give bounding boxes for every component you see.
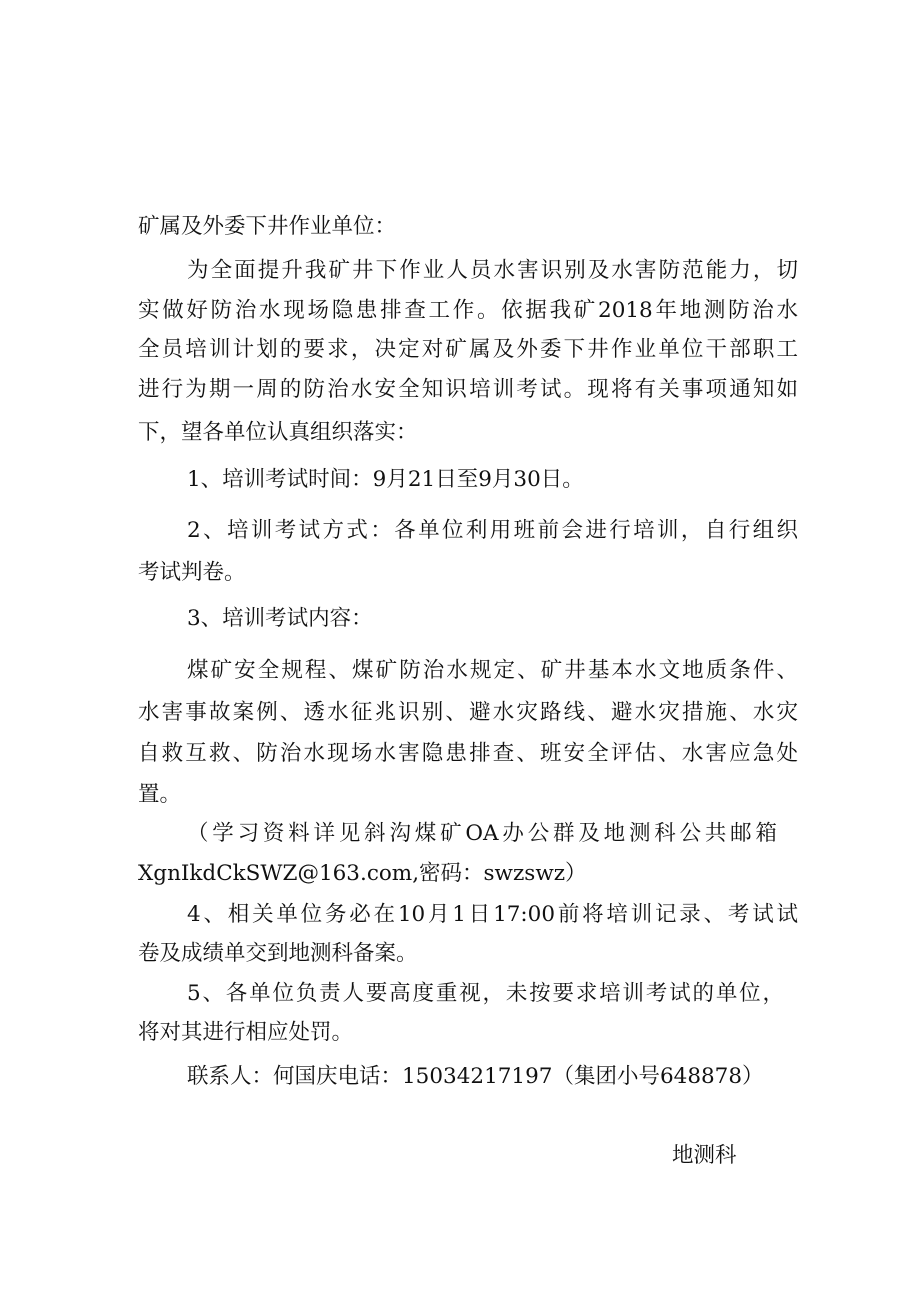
intro-line: 实做好防治水现场隐患排查工作。依据我矿2018年地测防治水 xyxy=(138,298,798,323)
item-4-submission: 卷及成绩单交到地测科备案。 xyxy=(138,941,418,966)
item-1-time: 1、培训考试时间：9月21日至9月30日。 xyxy=(187,467,584,492)
item-3-content: 置。 xyxy=(138,782,182,807)
item-5-penalty: 5、各单位负责人要高度重视，未按要求培训考试的单位， xyxy=(187,981,784,1006)
intro-line: 为全面提升我矿井下作业人员水害识别及水害防范能力，切 xyxy=(187,258,798,283)
materials-note: （学习资料详见斜沟煤矿OA办公群及地测科公共邮箱 xyxy=(187,821,777,846)
item-5-penalty: 将对其进行相应处罚。 xyxy=(138,1020,354,1045)
intro-line: 全员培训计划的要求，决定对矿属及外委下井作业单位干部职工 xyxy=(138,337,798,362)
contact-info: 联系人：何国庆电话：15034217197（集团小号648878） xyxy=(187,1064,764,1089)
item-3-content: 自救互救、防治水现场水害隐患排查、班安全评估、水害应急处 xyxy=(138,741,798,766)
item-2-method: 2、培训考试方式：各单位利用班前会进行培训，自行组织 xyxy=(187,518,798,543)
signature-department: 地测科 xyxy=(672,1143,737,1168)
item-3-heading: 3、培训考试内容： xyxy=(187,606,373,631)
intro-line: 进行为期一周的防治水安全知识培训考试。现将有关事项通知如 xyxy=(138,377,798,402)
intro-line: 下，望各单位认真组织落实： xyxy=(138,420,418,445)
item-3-content: 水害事故案例、透水征兆识别、避水灾路线、避水灾措施、水灾 xyxy=(138,700,798,725)
salutation: 矿属及外委下井作业单位： xyxy=(138,214,397,239)
materials-note: XgnIkdCkSWZ@163.com,密码：swzswz） xyxy=(138,861,587,886)
item-3-content: 煤矿安全规程、煤矿防治水规定、矿井基本水文地质条件、 xyxy=(187,658,798,683)
item-4-submission: 4、相关单位务必在10月1日17:00前将培训记录、考试试 xyxy=(187,902,798,927)
item-2-method: 考试判卷。 xyxy=(138,560,246,585)
